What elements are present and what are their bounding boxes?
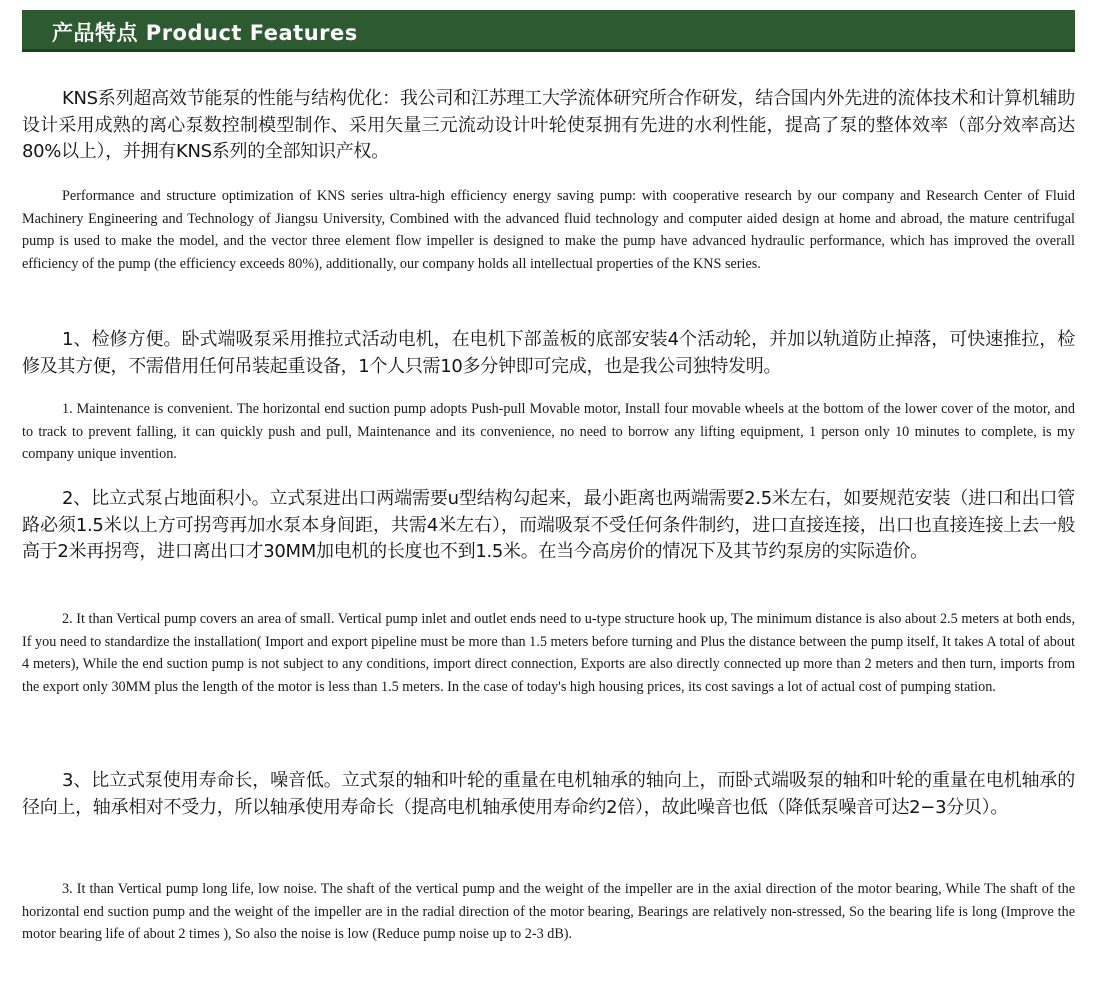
intro-paragraph-en: Performance and structure optimization of KNS series ultra-high efficiency energy saving pump: with cooperative research by our company and Research Center of Fluid Machinery Engineering and Technology of Jiangsu University, Combined with the advanced fluid technology and computer aided design at home and abroad, the mature centrifugal pump is used to make the model, and the vector three element flow impeller is designed to make the pump have advanced hydraulic performance, which has improved the overall efficiency of the pump (the efficiency exceeds 80%), additionally, our company holds all intellectual properties of the KNS series. (22, 188, 1075, 272)
feature-2-paragraph-zh: 2、比立式泵占地面积小。立式泵进出口两端需要u型结构勾起来，最小距离也两端需要2.5米左右，如要规范安装（进口和出口管路必须1.5米以上方可拐弯再加水泵本身间距，共需4米左右），而端吸泵不受任何条件制约，进口直接连接，出口也直接连接上去一般高于2米再拐弯，进口离出口才30MM加电机的长度也不到1.5米。在当今高房价的情况下及其节约泵房的实际造价。 (22, 488, 1075, 562)
section-header-bar (22, 10, 1075, 52)
feature-1-paragraph-zh: 1、检修方便。卧式端吸泵采用推拉式活动电机，在电机下部盖板的底部安装4个活动轮，并加以轨道防止掉落，可快速推拉，检修及其方便，不需借用任何吊装起重设备，1个人只需10多分钟即可完成，也是我公司独特发明。 (22, 329, 1075, 377)
intro-paragraph-zh: KNS系列超高效节能泵的性能与结构优化：我公司和江苏理工大学流体研究所合作研发，结合国内外先进的流体技术和计算机辅助设计采用成熟的离心泵数控制模型制作、采用矢量三元流动设计叶轮使泵拥有先进的水利性能，提高了泵的整体效率（部分效率高达80%以上），并拥有KNS系列的全部知识产权。 (22, 88, 1075, 162)
section-title: 产品特点 Product Features (52, 21, 358, 45)
feature-2-paragraph-en: 2. It than Vertical pump covers an area of small. Vertical pump inlet and outlet ends need to u-type structure hook up, The minimum distance is also about 2.5 meters at both ends, If you need to standardize the installation( Import and export pipeline must be more than 1.5 meters before turning and Plus the distance between the pump itself, It takes A total of about 4 meters), While the end suction pump is not subject to any conditions, import direct connection, Exports are also directly connected up more than 2 meters and then turn, imports from the export only 30MM plus the length of the motor is less than 1.5 meters. In the case of today's high housing prices, its cost savings a lot of actual cost of pumping station. (22, 611, 1075, 695)
feature-3-paragraph-zh: 3、比立式泵使用寿命长，噪音低。立式泵的轴和叶轮的重量在电机轴承的轴向上，而卧式端吸泵的轴和叶轮的重量在电机轴承的径向上，轴承相对不受力，所以轴承使用寿命长（提高电机轴承使用寿命约2倍），故此噪音也低（降低泵噪音可达2−3分贝）。 (22, 770, 1075, 818)
feature-3-paragraph-en: 3. It than Vertical pump long life, low noise. The shaft of the vertical pump and the weight of the impeller are in the axial direction of the motor bearing, While The shaft of the horizontal end suction pump and the weight of the impeller are in the radial direction of the motor bearing, Bearings are relatively non-stressed, So the bearing life is long (Improve the motor bearing life of about 2 times ), So also the noise is low (Reduce pump noise up to 2-3 dB). (22, 881, 1075, 942)
feature-1-paragraph-en: 1. Maintenance is convenient. The horizontal end suction pump adopts Push-pull Movable motor, Install four movable wheels at the bottom of the lower cover of the motor, and to track to prevent falling, it can quickly push and pull, Maintenance and its convenience, no need to borrow any lifting equipment, 1 person only 10 minutes to complete, is my company unique invention. (22, 401, 1075, 462)
